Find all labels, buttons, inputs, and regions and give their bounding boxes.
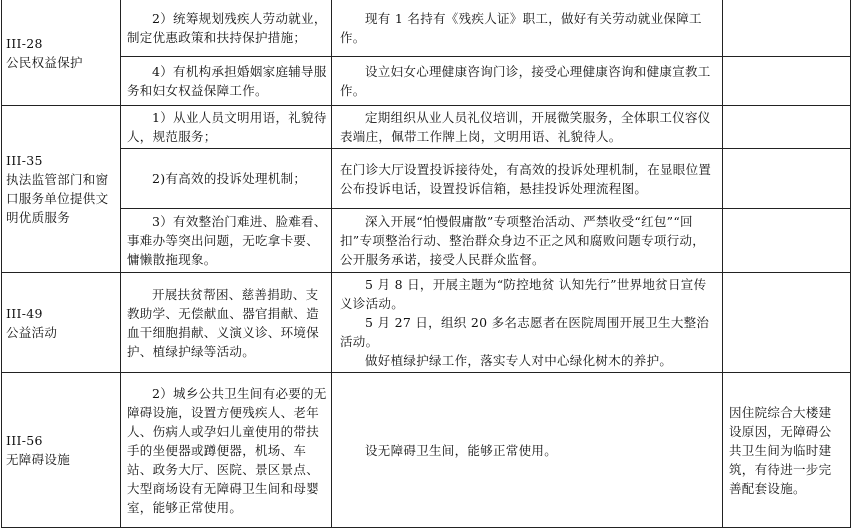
- standard-text: III-28 公民权益保护: [6, 35, 83, 70]
- requirement-text: 2）城乡公共卫生间有必要的无障碍设施，设置方便残疾人、老年人、伤病人或孕妇儿童使用的带扶手的坐便器或蹲便器，机场、车站、政务大厅、医院、景区景点、大型商场设有无障碍卫生间和母婴室，能够正常使用。: [127, 385, 327, 515]
- note-cell: [723, 106, 851, 149]
- action-cell: [332, 57, 723, 106]
- action-text: 5 月 8 日，开展主题为“防控地贫 认知先行”世界地贫日宣传义诊活动。: [340, 277, 707, 311]
- requirement-cell: [121, 57, 332, 106]
- requirement-cell: [121, 106, 332, 149]
- standard-cell: [2, 0, 121, 106]
- action-cell: [332, 149, 723, 209]
- action-cell: [332, 106, 723, 149]
- standard-cell: [2, 106, 121, 273]
- requirement-cell: [121, 149, 332, 209]
- action-text: 5 月 27 日，组织 20 多名志愿者在医院周围开展卫生大整治活动。: [340, 315, 710, 349]
- note-cell: [723, 0, 851, 57]
- table-row: [2, 57, 851, 106]
- requirement-text: 3）有效整治门难进、脸难看、事难办等突出问题，无吃拿卡要、慵懒散拖现象。: [127, 214, 327, 267]
- action-cell: [332, 209, 723, 273]
- table-row: [2, 373, 851, 528]
- requirement-text: 1）从业人员文明用语，礼貌待人，规范服务；: [127, 110, 327, 144]
- table-row: [2, 273, 851, 373]
- action-cell: [332, 0, 723, 57]
- note-text: 因住院综合大楼建设原因，无障碍公共卫生间为临时建筑，有待进一步完善配套设施。: [729, 404, 832, 496]
- requirement-cell: [121, 273, 332, 373]
- table-row: [2, 209, 851, 273]
- requirement-text: 4）有机构承担婚姻家庭辅导服务和妇女权益保障工作。: [127, 64, 327, 98]
- table-row: [2, 106, 851, 149]
- requirement-text: 2）统筹规划残疾人劳动就业，制定优惠政策和扶持保护措施；: [127, 11, 327, 45]
- requirement-cell: [121, 209, 332, 273]
- requirement-cell: [121, 373, 332, 528]
- note-cell: [723, 373, 851, 528]
- standard-cell: [2, 273, 121, 373]
- action-text: 现有 1 名持有《残疾人证》职工，做好有关劳动就业保障工作。: [340, 11, 702, 45]
- note-cell: [723, 57, 851, 106]
- standard-cell: [2, 373, 121, 528]
- action-text: 在门诊大厅设置投诉接待处，有高效的投诉处理机制，在显眼位置公布投诉电话，设置投诉信箱，悬挂投诉处理流程图。: [340, 161, 712, 196]
- action-text: 定期组织从业人员礼仪培训，开展微笑服务，全体职工仪容仪表端庄，佩带工作牌上岗，文明用语、礼貌待人。: [340, 110, 711, 144]
- note-cell: [723, 149, 851, 209]
- action-text: 深入开展“怕慢假庸散”专项整治活动、严禁收受“红包”“回扣”专项整治行动、整治群众身边不正之风和腐败问题专项行动，公开服务承诺，接受人民群众监督。: [340, 214, 706, 267]
- action-cell: [332, 373, 723, 528]
- standard-text: III-35 执法监管部门和窗口服务单位提供文明优质服务: [6, 153, 109, 225]
- action-text: 做好植绿护绿工作，落实专人对中心绿化树木的养护。: [365, 353, 673, 368]
- action-cell: [332, 273, 723, 373]
- requirement-cell: [121, 0, 332, 57]
- requirement-text: 开展扶贫帮困、慈善捐助、支教助学、无偿献血、器官捐献、造血干细胞捐献、义演义诊、环境保护、植绿护绿等活动。: [127, 286, 320, 359]
- standard-text: III-56 无障碍设施: [6, 433, 71, 467]
- action-text: 设无障碍卫生间，能够正常使用。: [365, 442, 558, 458]
- standard-text: III-49 公益活动: [6, 305, 58, 340]
- assessment-table: [1, 0, 851, 528]
- requirement-text: 2)有高效的投诉处理机制；: [152, 171, 307, 186]
- note-cell: [723, 273, 851, 373]
- table-row: [2, 0, 851, 57]
- action-text: 设立妇女心理健康咨询门诊，接受心理健康咨询和健康宣教工作。: [340, 64, 711, 98]
- note-cell: [723, 209, 851, 273]
- table-row: [2, 149, 851, 209]
